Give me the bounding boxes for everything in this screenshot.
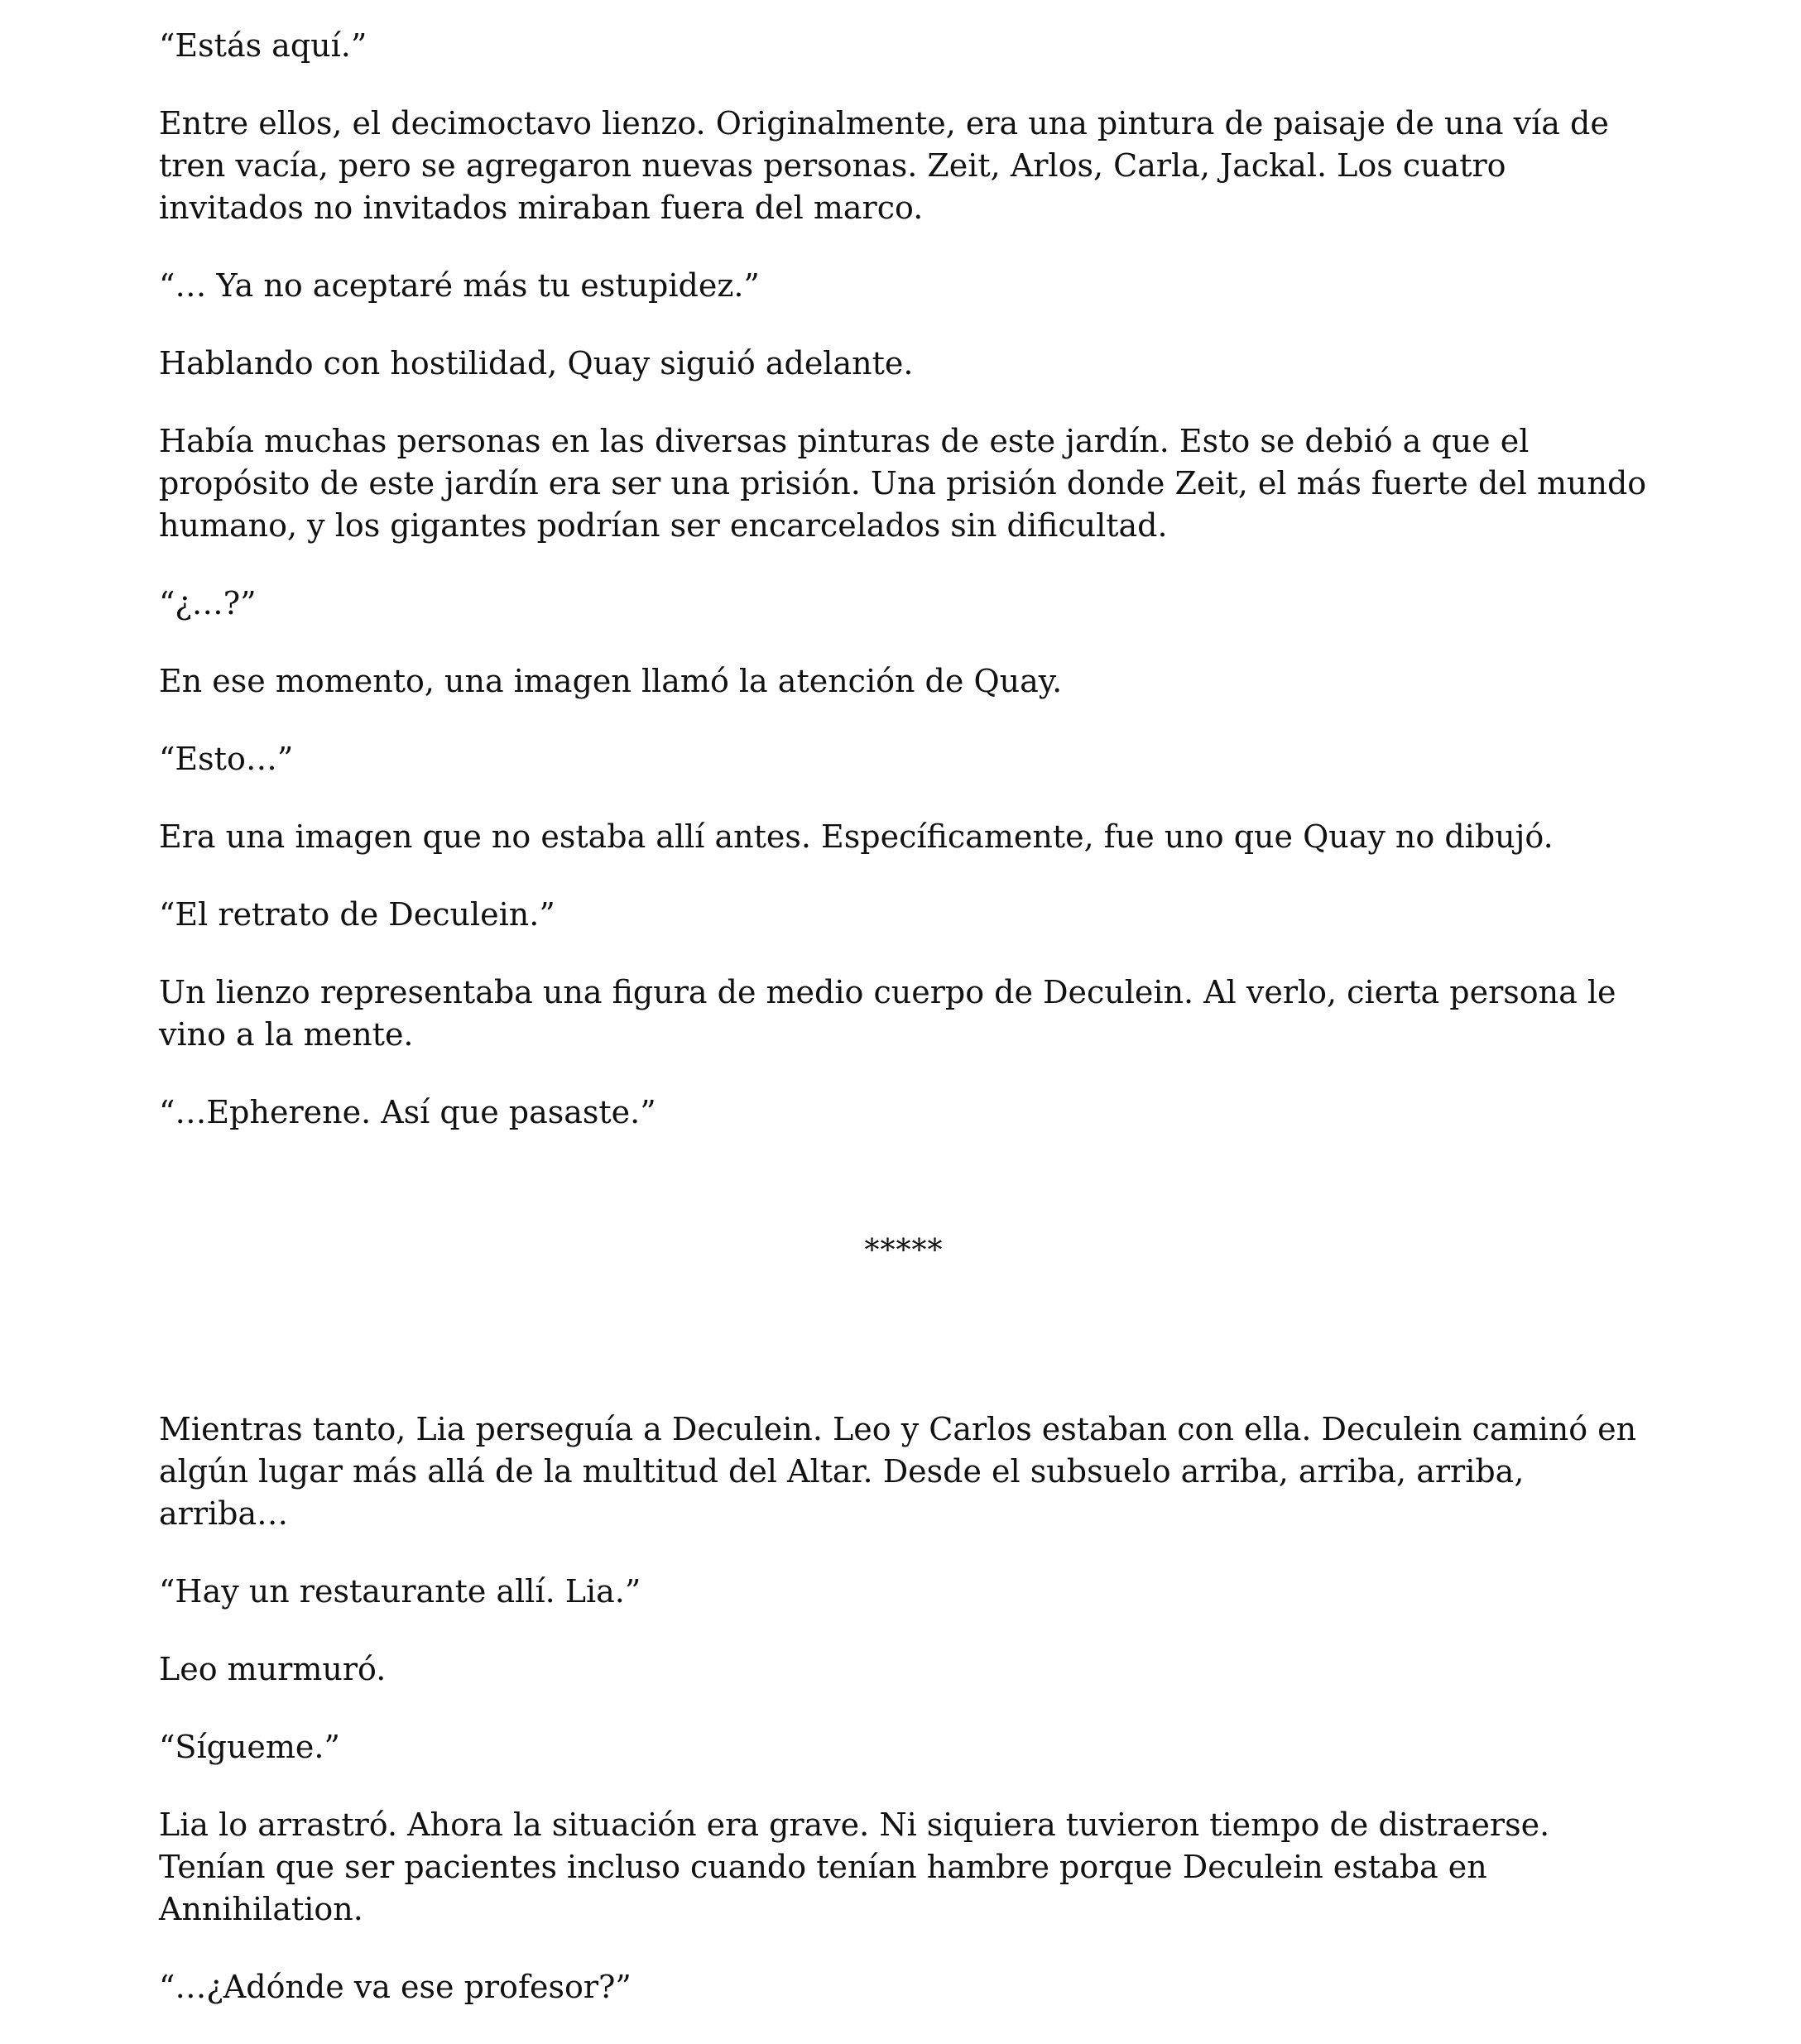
document-page (159, 25, 1649, 2044)
paragraph: “… Ya no aceptaré más tu estupidez.” (159, 267, 760, 304)
paragraph: “Esto…” (159, 741, 294, 777)
paragraph: “Estás aquí.” (159, 27, 367, 64)
paragraph: En ese momento, una imagen llamó la atención de Quay. (159, 663, 1063, 699)
paragraph: Mientras tanto, Lia perseguía a Deculein. Leo y Carlos estaban con ella. Deculein caminó en algún lugar más allá de la multitud del Altar. Desde el subsuelo arriba, arriba, arriba, arriba… (159, 1411, 1637, 1532)
paragraph: Lia lo arrastró. Ahora la situación era grave. Ni siquiera tuvieron tiempo de distraerse. Tenían que ser pacientes incluso cuando tenían hambre porque Deculein estaba en Annihilation. (159, 1806, 1550, 1927)
paragraph: Era una imagen que no estaba allí antes. Específicamente, fue uno que Quay no dibujó. (159, 818, 1554, 855)
paragraph: “¿…?” (159, 585, 257, 621)
paragraph: Un lienzo representaba una figura de medio cuerpo de Deculein. Al verlo, cierta persona le vino a la mente. (159, 974, 1616, 1053)
paragraph: “Sígueme.” (159, 1729, 340, 1765)
paragraph: Había muchas personas en las diversas pinturas de este jardín. Esto se debió a que el propósito de este jardín era ser una prisión. Una prisión donde Zeit, el más fuerte del mundo humano, y los gigantes podrían ser encarcelados sin dificultad. (159, 423, 1647, 544)
paragraph: Leo murmuró. (159, 1651, 387, 1687)
scene-separator: ***** (864, 1234, 944, 1268)
paragraph: Entre ellos, el decimoctavo lienzo. Originalmente, era una pintura de paisaje de una vía de tren vacía, pero se agregaron nuevas personas. Zeit, Arlos, Carla, Jackal. Los cuatro invitados no invitados miraban fuera del marco. (159, 105, 1609, 226)
paragraph: “…Epherene. Así que pasaste.” (159, 1094, 656, 1130)
paragraph: “Hay un restaurante allí. Lia.” (159, 1573, 641, 1610)
paragraph: “…¿Adónde va ese profesor?” (159, 1969, 632, 2005)
paragraph: Hablando con hostilidad, Quay siguió adelante. (159, 345, 914, 381)
paragraph: “El retrato de Deculein.” (159, 896, 555, 933)
